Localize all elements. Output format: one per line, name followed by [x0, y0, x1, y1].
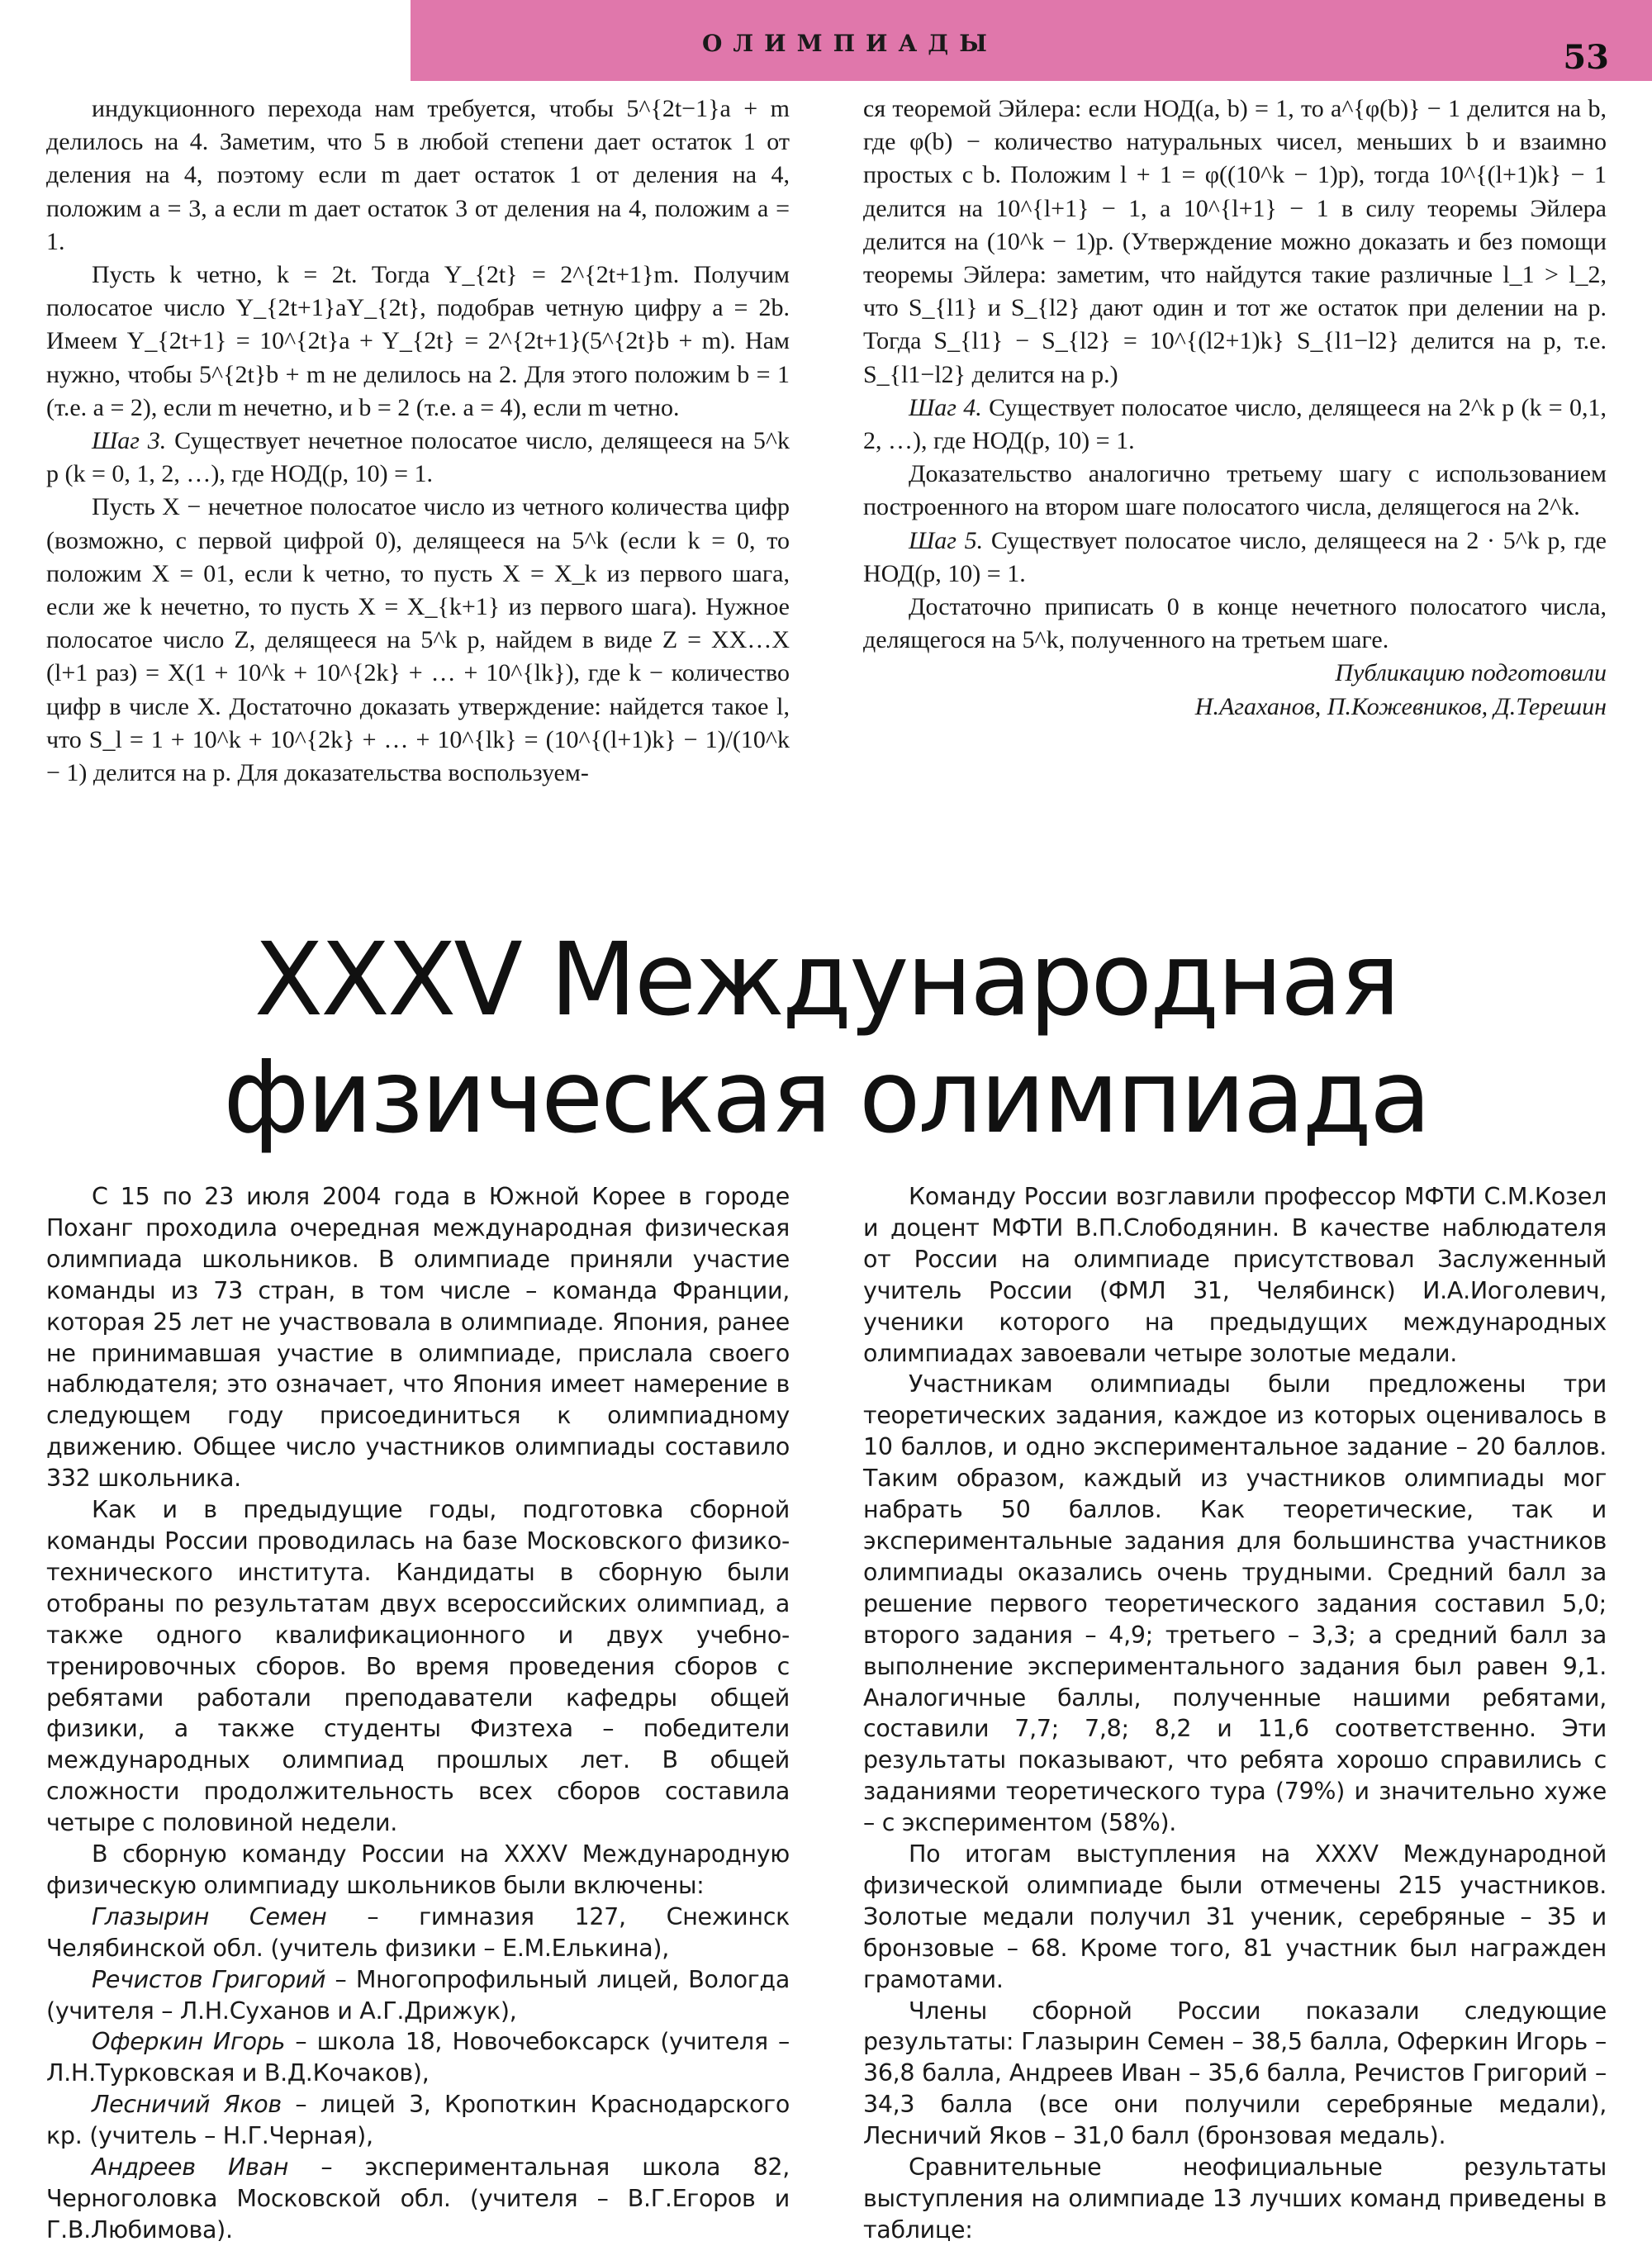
paragraph — [46, 93, 790, 259]
paragraph-text: ся теоремой Эйлера: если НОД(a, b) = 1, то a^{φ(b)} − 1 делится на b, где φ(b) − количество натуральных чисел, меньших b и взаимно простых с b. Положим l + 1 = φ((10^k − 1)p), тогда 10^{(l+1)k} − 1 делится на 10^{l+1} − 1, а 10^{l+1} − 1 в силу теоремы Эйлера делится на (10^k − 1)p. (Утверждение можно доказать и без помощи теоремы Эйлера: заметим, что найдутся такие различные l_1 > l_2, что S_{l1} и S_{l2} дают один и тот же остаток при делении на p. Тогда S_{l1} − S_{l2} = 10^{(l2+1)k} S_{l1−l2} делится на p, т.е. S_{l1−l2} делится на p.) — [863, 95, 1607, 388]
paragraph-text: С 15 по 23 июля 2004 года в Южной Корее в городе Поханг проходила очередная международная физическая олимпиада школьников. В олимпиаде приняли участие команды из 73 стран, в том числе – команда Франции, которая 25 лет не участвовала в олимпиаде. Япония, ранее не принимавшая участие в олимпиаде, прислала своего наблюдателя; это означает, что Япония имеет намерение в следующем году присоединиться к олимпиадному движению. Общее число участников олимпиады составило 332 школьника. — [46, 1183, 790, 1493]
paragraph — [863, 1996, 1607, 2153]
paragraph-text: – лицей 3, Кропоткин Краснодарского кр. (учитель – Н.Г.Черная), — [46, 2091, 790, 2150]
credit-line: Публикацию подготовили — [1335, 659, 1607, 687]
page-number: 53 — [1563, 38, 1609, 77]
paragraph — [46, 2089, 790, 2152]
paragraph — [46, 425, 790, 491]
team-member-name: Лесничий Яков — [92, 2091, 282, 2119]
paragraph-text: По итогам выступления на XXXV Международной физической олимпиаде были отмечены 215 участников. Золотые медали получил 31 ученик, серебряные – 35 и бронзовые – 68. Кроме того, 81 участник был награжден грамотами. — [863, 1840, 1607, 1993]
paragraph-text: Существует нечетное полосатое число, делящееся на 5^k p (k = 0, 1, 2, …), где НОД(p, 10) = 1. — [46, 427, 790, 488]
article-right-column — [863, 1181, 1607, 2246]
paragraph-text: Участникам олимпиады были предложены три теоретических задания, каждое из которых оценивалось в 10 баллов, и одно экспериментальное задание – 20 баллов. Таким образом, каждый из участников олимпиады мог набрать 50 баллов. Как теоретические, так и экспериментальные задания для большинства участников олимпиады оказались очень трудными. Средний балл за решение первого теоретического задания составил 5,0; второго задания – 4,9; третьего – 3,3; а средний балл за выполнение экспериментального задания был равен 9,1. Аналогичные баллы, полученные нашими ребятами, составили 7,7; 7,8; 8,2 и 11,6 соответственно. Эти результаты показывают, что ребята хорошо справились с заданиями теоретического тура (79%) и значительно хуже – с экспериментом (58%). — [863, 1370, 1607, 1837]
paragraph — [863, 1839, 1607, 1996]
math-solution-right-body — [863, 93, 1607, 657]
paragraph — [863, 458, 1607, 524]
paragraph-text: Существует полосатое число, делящееся на 2 · 5^k p, где НОД(p, 10) = 1. — [863, 526, 1607, 587]
paragraph-text: Пусть k четно, k = 2t. Тогда Y_{2t} = 2^{2t+1}m. Получим полосатое число Y_{2t+1}aY_{2t}, подобрав четную цифру a = 2b. Имеем Y_{2t+1} = 10^{2t}a + Y_{2t} = 2^{2t+1}(5^{2t}b + m). Нам нужно, чтобы 5^{2t}b + m не делилось на 2. Для этого положим b = 1 (т.е. a = 2), если m нечетно, и b = 2 (т.е. a = 4), если m четно. — [46, 261, 790, 421]
paragraph — [46, 1839, 790, 1902]
article-title — [0, 921, 1652, 1156]
paragraph-text: Как и в предыдущие годы, подготовка сборной команды России проводилась на базе Московского физико-технического института. Кандидаты в сборную были отобраны по результатам двух всероссийских олимпиад, а также одного квалификационного и двух учебно-тренировочных сборов. Во время проведения сборов с ребятами работали преподаватели кафедры общей физики, а также студенты Физтеха – победители международных олимпиад прошлых лет. В общей сложности продолжительность всех сборов составила четыре с половиной недели. — [46, 1496, 790, 1837]
paragraph — [863, 525, 1607, 591]
paragraph — [46, 1902, 790, 1964]
math-solution-left-column — [46, 93, 790, 790]
paragraph-text: Члены сборной России показали следующие результаты: Глазырин Семен – 38,5 балла, Оферкин Игорь – 36,8 балла, Андреев Иван – 35,6 балла, Речистов Григорий – 34,3 балла (все они получили серебряные медали), Лесничий Яков – 31,0 балл (бронзовая медаль). — [863, 1997, 1607, 2150]
paragraph-text: – Многопрофильный лицей, Вологда (учителя – Л.Н.Суханов и А.Г.Дрижук), — [46, 1965, 790, 2025]
paragraph — [46, 2152, 790, 2246]
section-header-band — [411, 0, 1652, 81]
article-left-column — [46, 1181, 790, 2246]
paragraph — [46, 1181, 790, 1494]
paragraph-text: В сборную команду России на XXXV Международную физическую олимпиаду школьников были включены: — [46, 1840, 790, 1899]
paragraph-text: Существует полосатое число, делящееся на 2^k p (k = 0,1, 2, …), где НОД(p, 10) = 1. — [863, 393, 1607, 455]
paragraph — [863, 1369, 1607, 1839]
team-member-name: Глазырин Семен — [92, 1902, 327, 1930]
paragraph-text: – школа 18, Новочебоксарск (учителя – Л.Н.Турковская и В.Д.Кочаков), — [46, 2028, 790, 2087]
paragraph — [863, 392, 1607, 458]
paragraph — [863, 2152, 1607, 2246]
paragraph — [46, 259, 790, 425]
paragraph-text: Команду России возглавили профессор МФТИ С.М.Козел и доцент МФТИ В.П.Слободянин. В качестве наблюдателя от России на олимпиаде присутствовал Заслуженный учитель России (ФМЛ 31, Челябинск) И.А.Иоголевич, ученики которого на предыдущих международных олимпиадах завоевали четыре золотые медали. — [863, 1183, 1607, 1367]
paragraph-text: – гимназия 127, Снежинск Челябинской обл. (учитель физики – Е.М.Елькина), — [46, 1902, 790, 1962]
paragraph — [46, 1964, 790, 2027]
paragraph — [863, 93, 1607, 392]
paragraph-text: индукционного перехода нам требуется, чтобы 5^{2t−1}a + m делилось на 4. Заметим, что 5 в любой степени дает остаток 1 от деления на 4, поэтому если m дает остаток 1 от деления на 4, положим a = 3, а если m дает остаток 3 от деления на 4, положим a = 1. — [46, 95, 790, 255]
credit-authors: Н.Агаханов, П.Кожевников, Д.Терешин — [1194, 692, 1607, 720]
paragraph-text: Доказательство аналогично третьему шагу с использованием построенного на втором шаге полосатого числа, делящегося на 2^k. — [863, 460, 1607, 521]
paragraph-text: Достаточно приписать 0 в конце нечетного полосатого числа, делящегося на 5^k, полученного на третьем шаге. — [863, 593, 1607, 654]
section-title: ОЛИМПИАДЫ — [702, 30, 998, 57]
paragraph-text: Пусть X − нечетное полосатое число из четного количества цифр (возможно, с первой цифрой 0), делящееся на 5^k (если k = 0, то положим X = 01, если k четно, то пусть X = X_k из первого шага, если же k нечетно, то пусть X = X_{k+1} из первого шага). Нужное полосатое число Z, делящееся на 5^k p, найдем в виде Z = XX…X (l+1 раз) = X(1 + 10^k + 10^{2k} + … + 10^{lk}), где k − количество цифр в числе X. Достаточно доказать утверждение: найдется такое l, что S_l = 1 + 10^k + 10^{2k} + … + 10^{lk} = (10^{(l+1)k} − 1)/(10^k − 1) делится на p. Для доказательства воспользуем- — [46, 493, 790, 787]
paragraph-text: Сравнительные неофициальные результаты выступления на олимпиаде 13 лучших команд приведены в таблице: — [863, 2153, 1607, 2244]
paragraph — [46, 491, 790, 790]
article-title-line-1: XXXV Международная — [254, 921, 1398, 1038]
team-member-name: Оферкин Игорь — [92, 2028, 286, 2056]
math-solution-right-column — [863, 93, 1607, 724]
step-label: Шаг 3. — [92, 427, 167, 455]
step-label: Шаг 5. — [909, 526, 984, 554]
team-member-name: Андреев Иван — [92, 2153, 289, 2182]
step-label: Шаг 4. — [909, 393, 982, 421]
paragraph — [863, 591, 1607, 657]
paragraph — [46, 2026, 790, 2089]
paragraph — [46, 1494, 790, 1839]
paragraph — [863, 1181, 1607, 1369]
paragraph-text: – экспериментальная школа 82, Черноголовка Московской обл. (учителя – В.Г.Егоров и Г.В.Любимова). — [46, 2153, 790, 2244]
team-member-name: Речистов Григорий — [92, 1965, 326, 1993]
article-title-line-2: физическая олимпиада — [223, 1038, 1429, 1156]
